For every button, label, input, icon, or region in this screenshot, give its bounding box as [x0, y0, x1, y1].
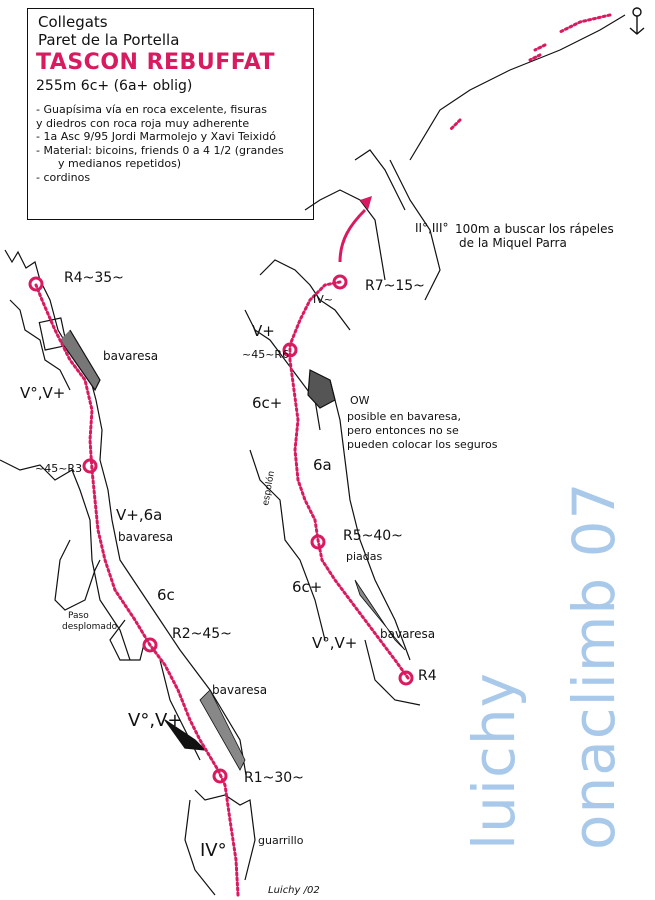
label-grade-v2: V+,6a	[116, 506, 163, 524]
route-summary: 255m 6c+ (6a+ oblig)	[36, 78, 193, 94]
label-grade-v3: V°,V+	[128, 710, 183, 731]
label-paso-1: Paso	[68, 611, 89, 621]
note-line: y diedros con roca roja muy adherente	[36, 116, 250, 130]
right-route-line	[290, 282, 408, 678]
label-bavaresa-top: bavaresa	[103, 349, 159, 363]
label-grade-iv: IV°	[200, 840, 227, 861]
right-top-dash-3	[450, 120, 460, 130]
note-line: y medianos repetidos)	[58, 157, 182, 170]
route-name: TASCON REBUFFAT	[36, 50, 276, 75]
wall-name: Paret de la Portella	[38, 31, 180, 49]
label-r5-right: R5~40~	[343, 528, 403, 544]
right-upper-slab	[410, 15, 625, 160]
label-grade-6c: 6c	[157, 586, 175, 604]
right-top-dash-1	[530, 55, 540, 60]
note-line: - 1a Asc 9/95 Jordi Marmolejo y Xavi Teixidó	[36, 130, 276, 143]
watermark-line-1: luichy	[460, 672, 528, 850]
label-piadas: piadas	[346, 550, 383, 563]
label-grade-6c-plus: 6c+	[252, 394, 283, 412]
left-pillar	[55, 540, 100, 610]
note-line: - Material: bicoins, friends 0 a 4 1/2 (grandes	[36, 143, 284, 157]
label-bav-note-1: posible en bavaresa,	[347, 410, 462, 423]
label-r4-right: R4	[418, 668, 437, 684]
label-r3-left: ~45~R3	[35, 462, 83, 475]
label-r4-left: R4~35~	[64, 270, 124, 286]
label-ow: OW	[350, 394, 370, 407]
note-line: - cordinos	[36, 170, 91, 184]
label-grade-6c-plus-2: 6c+	[292, 578, 323, 596]
label-r1-left: R1~30~	[244, 770, 304, 786]
label-grade-top: II°,III°	[415, 221, 449, 235]
label-guarrillo: guarrillo	[258, 834, 304, 847]
right-ledge	[260, 260, 350, 330]
right-top-dash-2	[535, 45, 545, 50]
label-descent-note-2: de la Miquel Parra	[459, 236, 567, 250]
label-bav-note-2: pero entonces no se	[347, 424, 459, 437]
label-bav-note-3: pueden colocar los seguros	[347, 438, 498, 451]
author-signature: Luichy /02	[268, 885, 320, 896]
rappel-anchor-icon	[630, 8, 644, 34]
label-bavaresa-right: bavaresa	[380, 627, 436, 641]
label-paso-2: desplomado	[62, 622, 118, 632]
label-bavaresa-mid: bavaresa	[118, 530, 174, 544]
label-descent-note-1: 100m a buscar los rápeles	[455, 222, 614, 236]
label-r2-left: R2~45~	[172, 626, 232, 642]
label-r7-right: R7~15~	[365, 278, 425, 294]
label-espolon: espolón	[261, 470, 278, 507]
watermark-line-2: onaclimb 07	[560, 481, 628, 850]
label-bavaresa-low: bavaresa	[212, 683, 268, 697]
right-base	[365, 640, 420, 705]
note-line: - Guapísima vía en roca excelente, fisuras	[36, 103, 268, 116]
left-base	[195, 790, 255, 880]
right-top-line	[560, 15, 610, 32]
continuation-arrow	[340, 210, 365, 262]
label-grade-iv-right: IV~	[313, 293, 333, 306]
rock-outlines	[0, 15, 625, 895]
left-lower-shadow	[200, 690, 245, 770]
left-route-line	[36, 285, 238, 895]
label-r6-right: ~45~R6	[242, 348, 290, 361]
label-grade-6a: 6a	[313, 456, 332, 474]
right-ow-shadow	[308, 370, 335, 408]
label-grade-v2-right: V°,V+	[312, 634, 358, 652]
label-grade-v-right: V+	[252, 322, 275, 340]
area-name: Collegats	[38, 13, 108, 31]
label-grade-v1: V°,V+	[20, 384, 66, 402]
